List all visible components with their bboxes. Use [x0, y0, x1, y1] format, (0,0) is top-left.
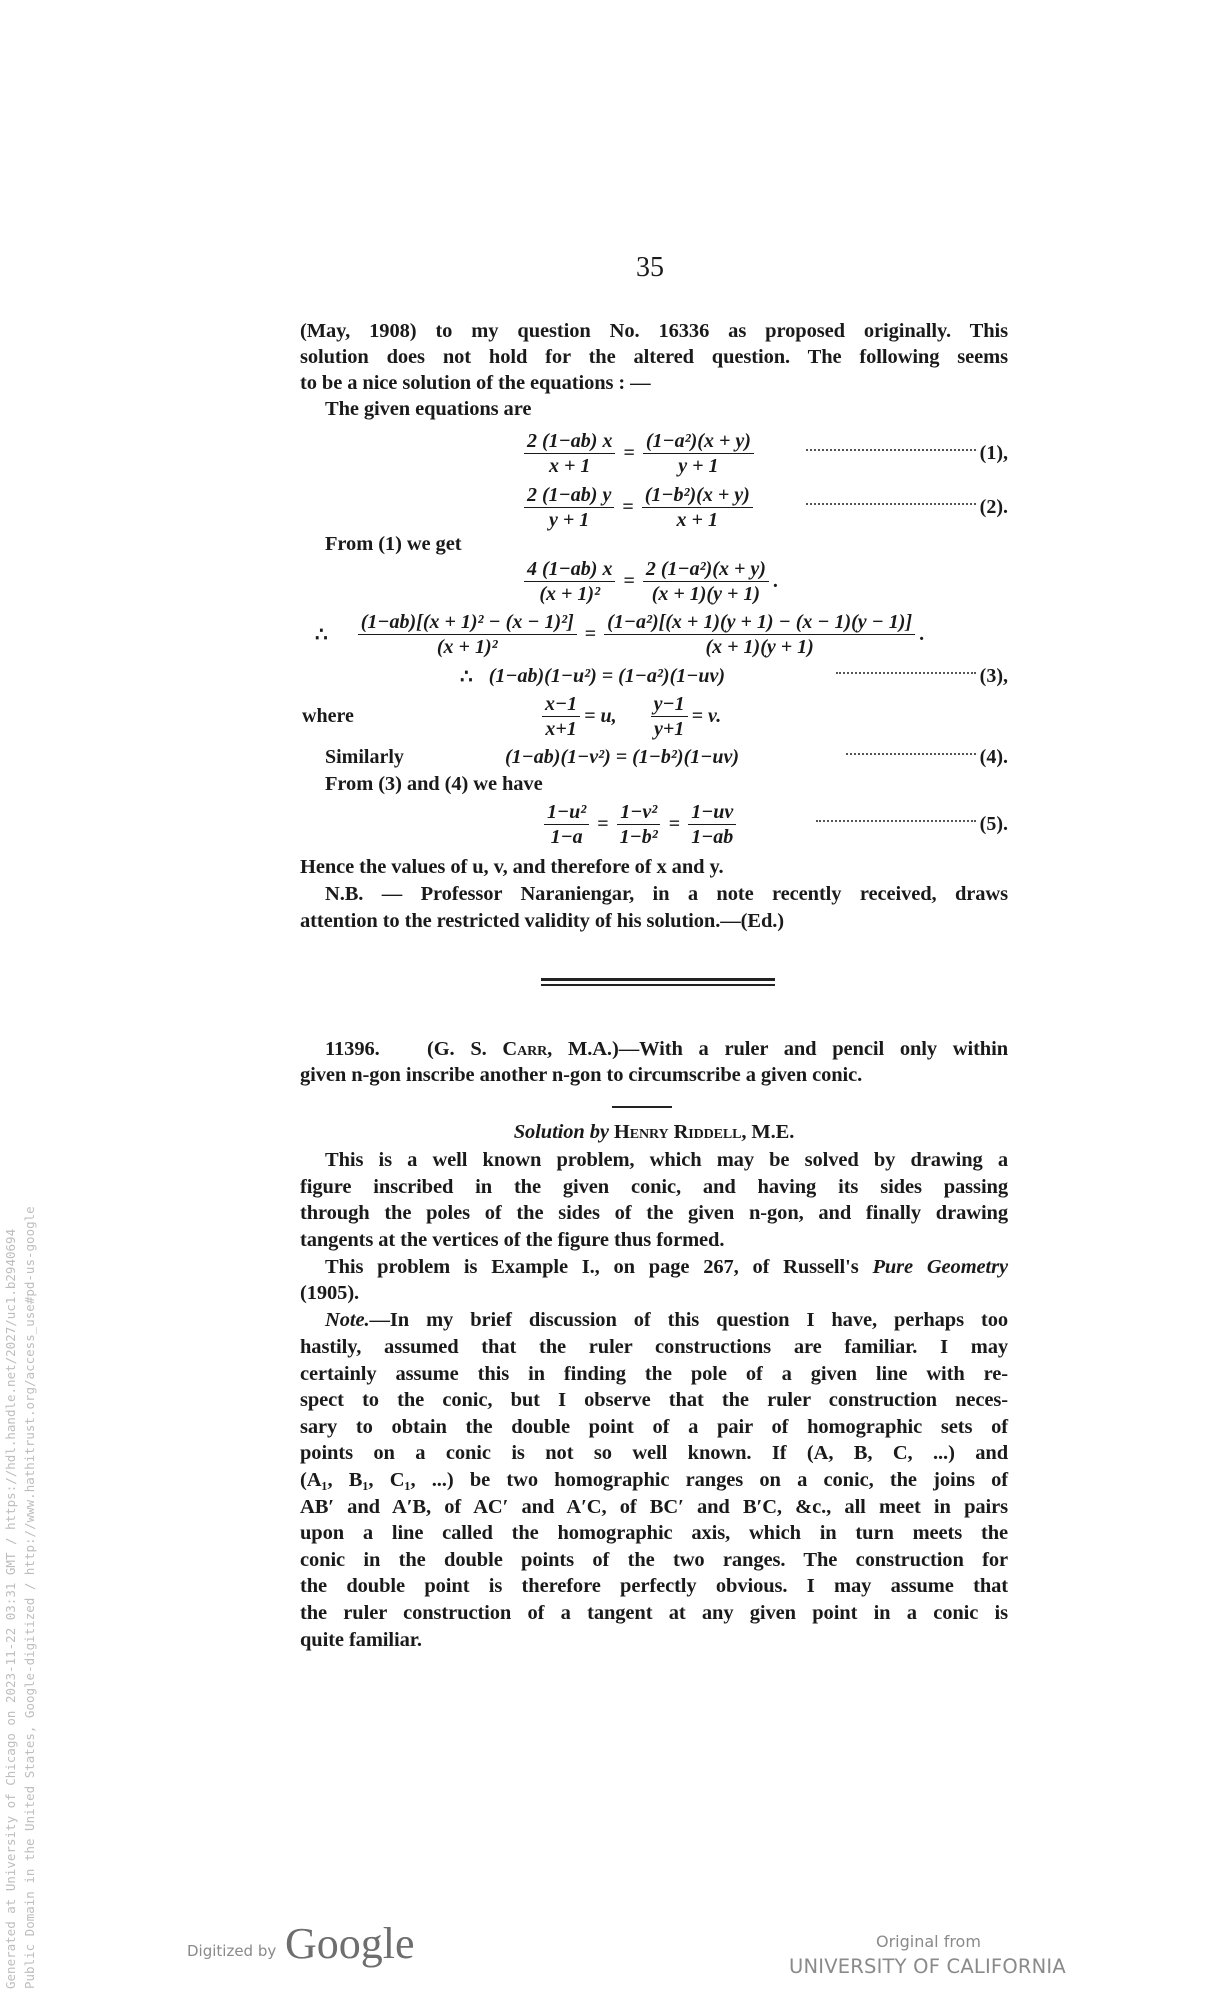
text-line: tangents at the vertices of the figure thus formed.	[300, 1229, 725, 1251]
reference-text: This problem is Example I., on page 267, of Russell's	[325, 1256, 859, 1278]
dot-leader	[846, 753, 976, 755]
numerator: 2 (1−a²)(x + y)	[643, 557, 769, 582]
solution-by: Solution by	[513, 1121, 609, 1143]
note-label: Note.	[325, 1309, 370, 1331]
denominator: x+1	[545, 717, 577, 740]
dot-leader	[806, 503, 976, 505]
original-from: Original from	[876, 1932, 981, 1951]
section-divider	[541, 984, 775, 986]
from-3-4-label: From (3) and (4) we have	[325, 773, 543, 795]
question-author: (G. S. Carr, M.A.)	[426, 1038, 619, 1060]
note-line: the ruler construction of a tangent at any given point in a conic is	[300, 1602, 1008, 1624]
reference-line	[325, 1254, 1008, 1280]
dot-leader	[806, 449, 976, 451]
equals: =	[623, 569, 635, 592]
text-line: (1905).	[300, 1282, 360, 1304]
text-line: This is a well known problem, which may be solved by drawing a	[325, 1149, 1008, 1171]
numerator: 1−uv	[688, 800, 736, 825]
dot-leader	[816, 820, 976, 822]
denominator: 1−a	[550, 825, 583, 848]
note-line	[325, 1307, 1008, 1333]
denominator: y + 1	[549, 508, 590, 531]
denominator: (x + 1)²	[539, 582, 601, 605]
solution-heading	[300, 1119, 1008, 1145]
google-logo: Google	[285, 1919, 415, 1968]
dot-leader	[836, 672, 976, 674]
equation-expression: (1−ab)(1−v²) = (1−b²)(1−uv)	[505, 745, 740, 768]
note-line: the double point is therefore perfectly obvious. I may assume that	[300, 1575, 1008, 1598]
section-divider	[541, 978, 775, 981]
similarly-label: Similarly	[325, 745, 404, 768]
note-line: AB′ and A′B, of AC′ and A′C, of BC′ and B′C, &c., all meet in pairs	[300, 1495, 1008, 1518]
question-number: 11396.	[325, 1038, 380, 1060]
equals: =	[668, 812, 681, 835]
equation-from-1	[520, 555, 778, 607]
watermark-line: Generated at University of Chicago on 2023-11-22 03:31 GMT / https://hdl.handle.net/2027/uc1.b2940694	[3, 1228, 18, 1989]
text-line: solution does not hold for the altered question. The following seems	[300, 346, 1008, 368]
question-line: given n-gon inscribe another n-gon to circumscribe a given conic.	[300, 1064, 863, 1086]
therefore-symbol: ∴	[460, 665, 473, 688]
numerator: 1−v²	[617, 800, 660, 825]
equation-1	[520, 427, 1008, 479]
numerator: (1−b²)(x + y)	[642, 483, 753, 508]
denominator: (x + 1)(y + 1)	[705, 635, 814, 658]
equation-tag: (2).	[979, 495, 1008, 518]
denominator: y + 1	[678, 454, 719, 477]
note-line: quite familiar.	[300, 1628, 422, 1651]
denominator: y+1	[654, 717, 685, 740]
page-number: 35	[636, 252, 664, 283]
denominator: (x + 1)(y + 1)	[651, 582, 761, 605]
denominator: x + 1	[549, 454, 591, 477]
question-line	[325, 1036, 1008, 1062]
nb-line: attention to the restricted validity of his solution.—(Ed.)	[300, 910, 784, 932]
denominator: 1−ab	[691, 825, 734, 848]
period: .	[919, 622, 925, 645]
note-line: hastily, assumed that the ruler constructions are familiar. I may	[300, 1336, 1008, 1358]
from-1-label: From (1) we get	[325, 533, 462, 555]
note-line: points on a conic is not so well known. If (A, B, C, ...) and	[300, 1442, 1008, 1465]
note-line: upon a line called the homographic axis, which in turn meets the	[300, 1522, 1008, 1545]
numerator: (1−ab)[(x + 1)² − (x − 1)²]	[358, 610, 577, 635]
text-line: figure inscribed in the given conic, and having its sides passing	[300, 1176, 1008, 1198]
numerator: y−1	[651, 692, 688, 717]
hathitrust-watermark	[1, 1009, 39, 1989]
note-text: —In my brief discussion of this question I have, perhaps too	[369, 1309, 1008, 1331]
numerator: 4 (1−ab) x	[524, 557, 615, 582]
note-line: spect to the conic, but I observe that the ruler construction neces-	[300, 1389, 1008, 1412]
equals: =	[597, 812, 609, 835]
solver-name: Henry Riddell, M.E.	[613, 1121, 795, 1143]
equation-tag: (3),	[979, 664, 1008, 687]
equation-expression: (1−ab)(1−u²) = (1−a²)(1−uv)	[488, 664, 726, 687]
equation-tag: (5).	[979, 812, 1008, 835]
text-line: (May, 1908) to my question No. 16336 as proposed originally. This	[300, 320, 1008, 342]
equation-tag: (4).	[979, 745, 1008, 768]
denominator: (x + 1)²	[436, 635, 498, 658]
numerator: 2 (1−ab) y	[524, 483, 614, 508]
therefore-symbol: ∴	[315, 623, 328, 646]
v-definition: = v.	[691, 704, 722, 727]
digitized-by: Digitized by	[187, 1942, 277, 1960]
equals: =	[584, 622, 597, 645]
given-label: The given equations are	[325, 398, 532, 420]
denominator: 1−b²	[619, 825, 658, 848]
short-divider	[612, 1106, 672, 1108]
watermark-line: Public Domain in the United States, Google-digitized / http://www.hathitrust.org/access_use#pd-us-google	[22, 1206, 37, 1989]
university-of-california: UNIVERSITY OF CALIFORNIA	[789, 1955, 1066, 1978]
equation-2	[520, 481, 1008, 533]
equals: =	[622, 495, 634, 518]
text-line: through the poles of the sides of the given n-gon, and finally drawing	[300, 1202, 1008, 1224]
note-line: sary to obtain the double point of a pair of homographic sets of	[300, 1415, 1008, 1438]
u-definition: = u,	[584, 704, 617, 727]
numerator: 1−u²	[544, 800, 589, 825]
note-line: conic in the double points of the two ranges. The construction for	[300, 1548, 1008, 1571]
hence-line: Hence the values of u, v, and therefore of x and y.	[300, 856, 724, 878]
question-text: —With a ruler and pencil only within	[618, 1038, 1009, 1060]
denominator: x + 1	[676, 508, 718, 531]
note-line: certainly assume this in finding the pole of a given line with re-	[300, 1362, 1008, 1385]
equals: =	[623, 441, 635, 464]
where-label: where	[302, 704, 354, 727]
nb-line: N.B. — Professor Naraniengar, in a note recently received, draws	[325, 883, 1008, 905]
numerator: (1−a²)[(x + 1)(y + 1) − (x − 1)(y − 1)]	[604, 610, 915, 635]
note-line: (A₁, B₁, C₁, ...) be two homographic ranges on a conic, the joins of	[300, 1469, 1008, 1491]
period: .	[772, 569, 778, 592]
numerator: 2 (1−ab) x	[524, 429, 615, 454]
equation-tag: (1),	[979, 441, 1008, 464]
numerator: x−1	[542, 692, 580, 717]
text-line: to be a nice solution of the equations : —	[300, 372, 651, 394]
numerator: (1−a²)(x + y)	[643, 429, 754, 454]
book-title: Pure Geometry	[872, 1256, 1009, 1278]
equation-5	[540, 798, 1008, 850]
